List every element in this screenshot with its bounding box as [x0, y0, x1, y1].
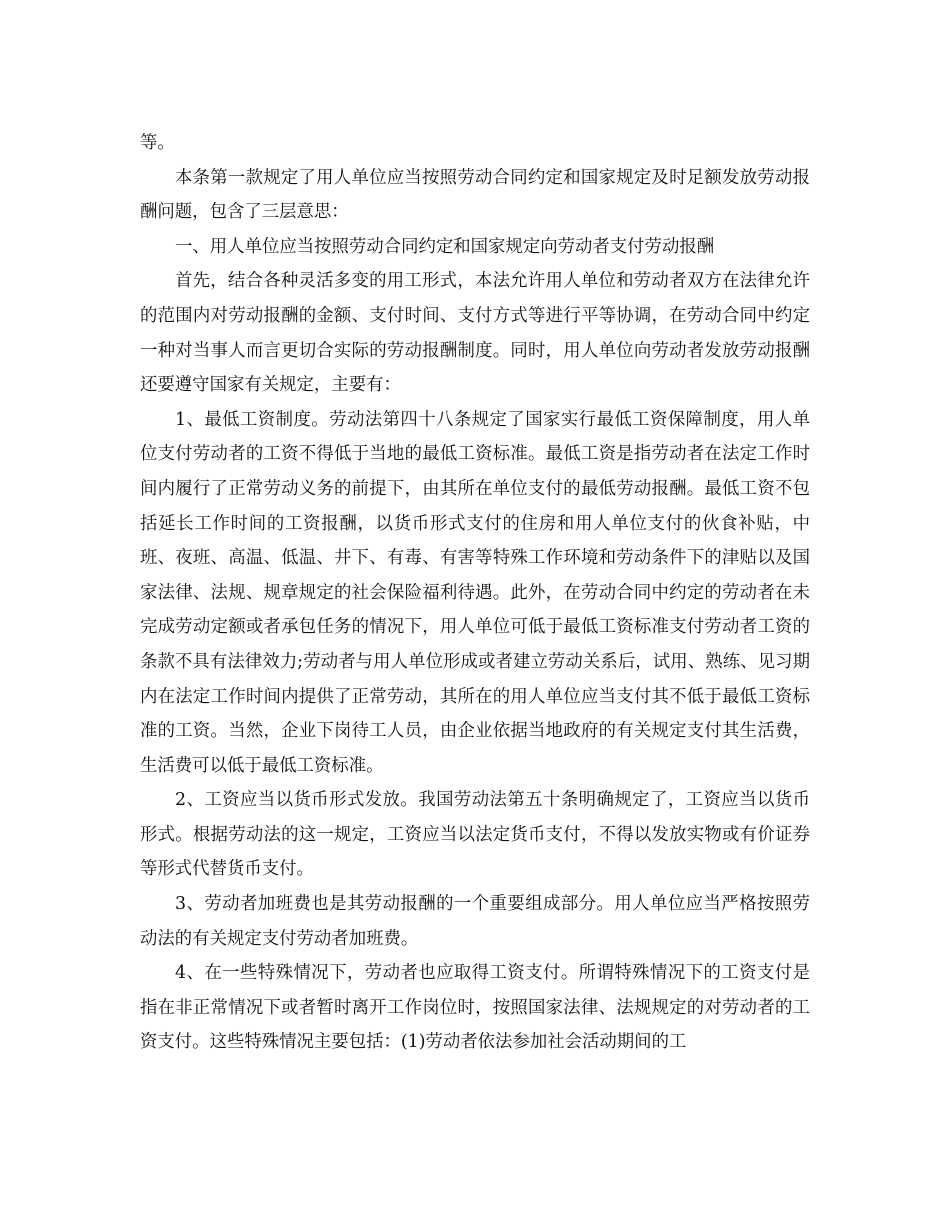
paragraph-intro: 本条第一款规定了用人单位应当按照劳动合同约定和国家规定及时足额发放劳动报酬问题，包含了三层意思： [140, 167, 810, 223]
document-page [140, 126, 810, 1060]
paragraph-continuation: 等。 [140, 133, 175, 153]
paragraph-item-1: 1、最低工资制度。劳动法第四十八条规定了国家实行最低工资保障制度，用人单位支付劳动者的工资不得低于当地的最低工资标准。最低工资是指劳动者在法定工作时间内履行了正常劳动义务的前提下，由其所在单位支付的最低劳动报酬。最低工资不包括延长工作时间的工资报酬，以货币形式支付的住房和用人单位支付的伙食补贴，中班、夜班、高温、低温、井下、有毒、有害等特殊工作环境和劳动条件下的津贴以及国家法律、法规、规章规定的社会保险福利待遇。此外，在劳动合同中约定的劳动者在未完成劳动定额或者承包任务的情况下，用人单位可低于最低工资标准支付劳动者工资的条款不具有法律效力;劳动者与用人单位形成或者建立劳动关系后，试用、熟练、见习期内在法定工作时间内提供了正常劳动，其所在的用人单位应当支付其不低于最低工资标准的工资。当然，企业下岗待工人员，由企业依据当地政府的有关规定支付其生活费，生活费可以低于最低工资标准。 [140, 409, 810, 776]
paragraph-heading-one: 一、用人单位应当按照劳动合同约定和国家规定向劳动者支付劳动报酬 [175, 236, 715, 257]
paragraph-item-3: 3、劳动者加班费也是其劳动报酬的一个重要组成部分。用人单位应当严格按照劳动法的有关规定支付劳动者加班费。 [140, 894, 810, 949]
paragraph-first: 首先，结合各种灵活多变的用工形式，本法允许用人单位和劳动者双方在法律允许的范围内对劳动报酬的金额、支付时间、支付方式等进行平等协调，在劳动合同中约定一种对当事人而言更切合实际的劳动报酬制度。同时，用人单位向劳动者发放劳动报酬还要遵守国家有关规定，主要有： [140, 271, 810, 396]
paragraph-item-4: 4、在一些特殊情况下，劳动者也应取得工资支付。所谓特殊情况下的工资支付是指在非正常情况下或者暂时离开工作岗位时，按照国家法律、法规规定的对劳动者的工资支付。这些特殊情况主要包括：(1)劳动者依法参加社会活动期间的工 [140, 963, 810, 1053]
paragraph-item-2: 2、工资应当以货币形式发放。我国劳动法第五十条明确规定了，工资应当以货币形式。根据劳动法的这一规定，工资应当以法定货币支付，不得以发放实物或有价证券等形式代替货币支付。 [140, 790, 810, 880]
